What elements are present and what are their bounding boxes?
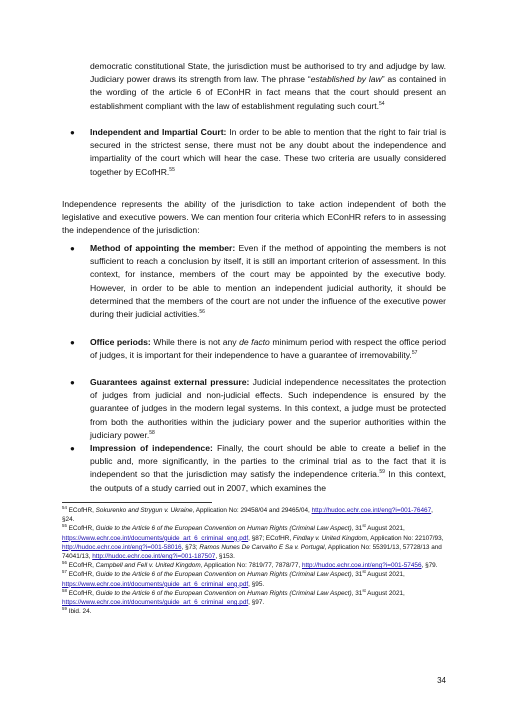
footnote-link[interactable]: http://hudoc.echr.coe.int/eng?i=001-76467 [311,507,432,514]
footnote-link[interactable]: http://hudoc.echr.coe.int/eng?i=001-187507 [92,553,216,561]
footnote-56: $^{56}$ ECofHR, Campbell and Fell v. United Kingdom, Application No: 7819/77, 7878/77, http://hudoc.echr.coe.int/eng?i=001-57456, §79. [62,560,438,570]
intro-paragraph: Independence represents the ability of the jurisdiction to take action independent of both the legislative and executive powers. We can mention four criteria which EConHR refers to in assessing the independence of the jurisdiction: [62,199,446,236]
criterion-text: Even if the method of appointing the members is not sufficient to reach a conclusion by itself, it is still an important criterion of assessment. In this context, for instance, members of the court may be appointed by the executive body. However, in order to be able to mention an independent judicial authority, it should be determined that the members of the court are not under the influence of the executive power during their judicial activities. [90,243,446,320]
criterion-text: Finally, the court should be able to create a belief in the public and, more significantly, in the parties to the criminal trial as to the fact that it is independent so that the jurisdiction may satisfy the independence criteria. [90,443,446,480]
bullet-independent-court [70,126,446,179]
criterion-text-end: minimum period with respect the office period of judges, it is important for their independence to have a guarantee of irremovability. [90,337,446,361]
criterion-italic: de facto [239,337,270,347]
footnote-ref[interactable]: 55 [169,166,175,173]
footnote-55: $^{55}$ ECofHR, Guide to the Article 6 of the European Convention on Human Rights (Criminal Law Aspect), 31st August 2021, https://www.echr.coe.int/documents/guide_art_6_criminal_eng.pdf, §87; ECofHR, Findlay v. United Kingdom, Application No: 22107/93, http://hudoc.echr.coe.int/eng?i=001-58016, §73; Ramos Nunes De Carvalho E Sa v. Portugal, Application No: 55391/13, 57728/13 and 74041/13, http://hudoc.echr.coe.int/eng?i=001-187507, §153. [62,523,444,561]
bullet-icon: ● [70,128,75,137]
footnote-54: $^{54}$ ECofHR, Sokurenko and Strygun v. Ukraine, Application No: 29458/04 and 29465/04, http://hudoc.echr.coe.int/eng?i=001-76467, §24. [62,504,433,524]
footnote-58: $^{58}$ ECofHR, Guide to the Article 6 of the European Convention on Human Rights (Criminal Law Aspect), 31st August 2021, https://www.echr.coe.int/documents/guide_art_6_criminal_eng.pdf, §97. [62,587,405,607]
bullet-icon: ● [70,244,75,253]
bullet-text: In order to be able to mention that the right to fair trial is secured in the strictest sense, there must not be any doubt about the independence and impartiality of the court which will hear the case. These two criteria are usually considered together by ECofHR. [90,127,446,177]
criterion-impression-independence [70,442,446,495]
bullet-icon: ● [70,338,75,347]
bullet-title: Independent and Impartial Court: [90,127,227,137]
criterion-title: Impression of independence: [90,443,213,453]
criterion-method-appointing [70,242,446,321]
quoted-phrase: established by law [310,74,382,85]
footnote-separator [62,502,212,503]
criterion-text: While there is not any [150,337,240,347]
bullet-icon: ● [70,444,75,453]
footnote-ref[interactable]: 59 [379,469,385,476]
criterion-title: Method of appointing the member: [90,243,236,253]
footnote-59: $^{59}$ Ibid. 24. [62,606,92,616]
criterion-text-end: In this context, the outputs of a study carried out in 2007, which examines the [90,469,446,493]
criterion-external-pressure [70,376,446,442]
criterion-title: Guarantees against external pressure: [90,377,250,387]
continuation-text: democratic constitutional State, the jurisdiction must be authorised to try and adjudge by law. Judiciary power draws its strength from law. The phrase “ [90,61,446,85]
footnote-link[interactable]: http://hudoc.echr.coe.int/eng?i=001-57456 [301,562,422,570]
footnote-link[interactable]: https://www.echr.coe.int/documents/guide_art_6_criminal_eng.pdf [62,580,249,588]
footnote-ref[interactable]: 56 [199,309,205,316]
criterion-title: Office periods: [90,337,151,347]
footnotes [62,506,446,616]
footnote-ref[interactable]: 57 [411,350,418,357]
continuation-paragraph [90,60,446,113]
footnote-ref[interactable]: 54 [379,100,385,107]
footnote-ref[interactable]: 58 [149,429,155,436]
page-number: 34 [437,676,446,685]
footnote-link[interactable]: https://www.echr.coe.int/documents/guide_art_6_criminal_eng.pdf [62,534,249,542]
footnote-link[interactable]: http://hudoc.echr.coe.int/eng?i=001-58016 [62,543,182,551]
bullet-icon: ● [70,378,75,387]
footnote-57: $^{57}$ ECofHR, Guide to the Article 6 of the European Convention on Human Rights (Criminal Law Aspect), 31st August 2021, https://www.echr.coe.int/documents/guide_art_6_criminal_eng.pdf, §95. [62,569,405,588]
criterion-text: Judicial independence necessitates the protection of judges from judicial and non-judicial effects. Such independence is ensured by the guarantee of judges in the modern legal systems. In this context, a judge must be protected from both the authorities within the judiciary power and the superior authorities within the judiciary power. [90,377,446,440]
criterion-office-periods [70,336,446,362]
footnote-link[interactable]: https://www.echr.coe.int/documents/guide_art_6_criminal_eng.pdf [62,599,249,607]
continuation-text-end: ” as contained in the wording of the article 6 of EConHR in fact means that the court should present an establishment compliant with the law of establishment regulating such court. [90,74,446,111]
